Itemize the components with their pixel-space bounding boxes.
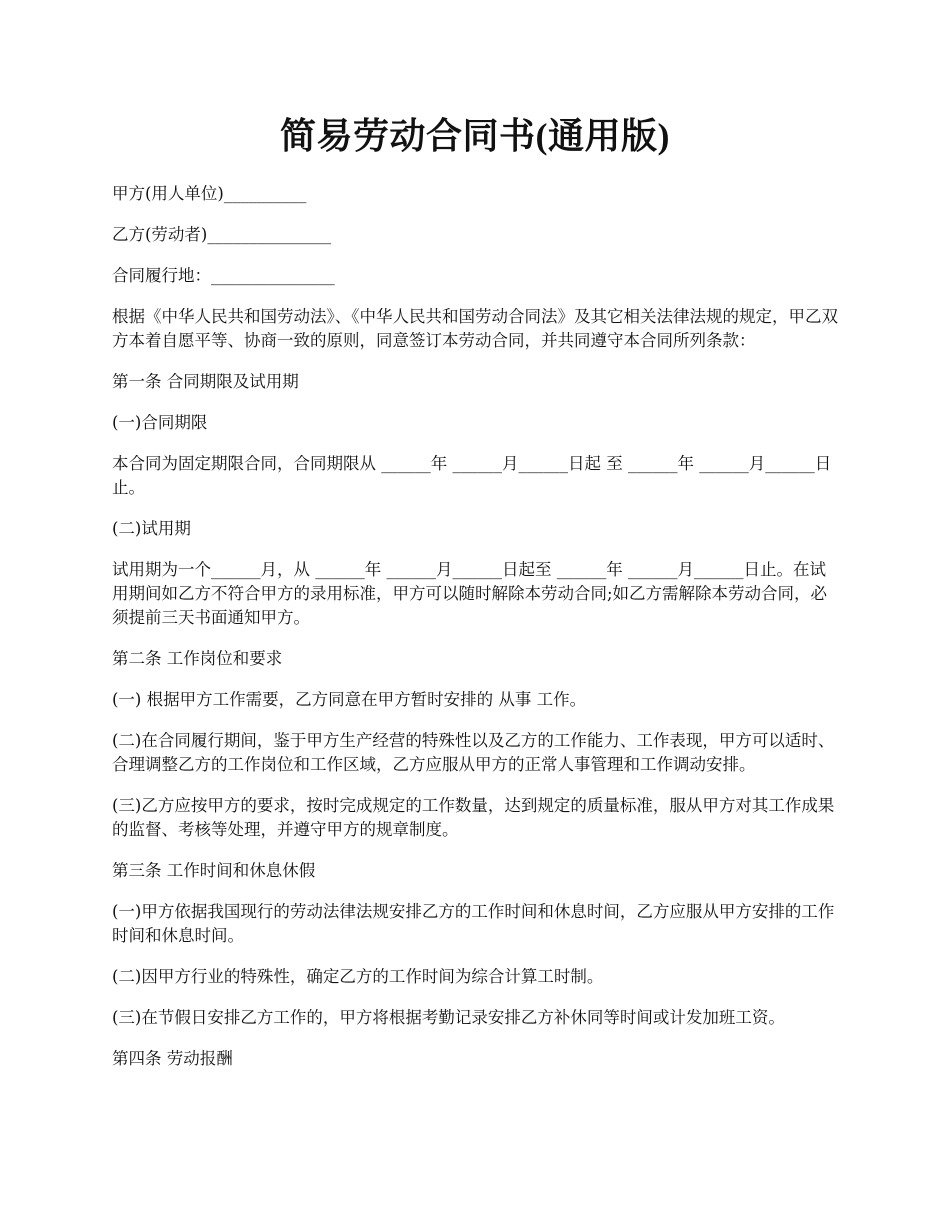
document-title: 简易劳动合同书(通用版) — [280, 116, 670, 156]
paragraph: 本合同为固定期限合同，合同期限从 ______年 ______月______日起 至 ______年 ______月______日止。 — [112, 454, 832, 497]
party-b-line: 乙方(劳动者)_______________ — [112, 225, 332, 244]
paragraph: (二)因甲方行业的特殊性，确定乙方的工作时间为综合计算工时制。 — [112, 967, 604, 986]
document-body — [112, 182, 840, 1088]
article-1-heading: 第一条 合同期限及试用期 — [112, 372, 299, 391]
contract-location-line: 合同履行地：_______________ — [112, 266, 335, 285]
paragraph: 试用期为一个______月，从 ______年 ______月______日起至 ______年 ______月______日止。在试用期间如乙方不符合甲方的录用标准，甲方可以随时解除本劳动合同;如乙方需解除本劳动合同，必须提前三天书面通知甲方。 — [112, 560, 828, 627]
paragraph: (三)乙方应按甲方的要求，按时完成规定的工作数量，达到规定的质量标准，服从甲方对其工作成果的监督、考核等处理，并遵守甲方的规章制度。 — [112, 796, 835, 839]
article-4-heading: 第四条 劳动报酬 — [112, 1049, 233, 1068]
section-heading: (二)试用期 — [112, 519, 191, 538]
article-2-heading: 第二条 工作岗位和要求 — [112, 649, 283, 668]
paragraph: (一) 根据甲方工作需要，乙方同意在甲方暂时安排的 从事 工作。 — [112, 690, 587, 709]
party-a-line: 甲方(用人单位)__________ — [112, 184, 307, 203]
paragraph: (一)甲方依据我国现行的劳动法律法规安排乙方的工作时间和休息时间，乙方应服从甲方安排的工作时间和休息时间。 — [112, 902, 835, 945]
paragraph: (二)在合同履行期间，鉴于甲方生产经营的特殊性以及乙方的工作能力、工作表现，甲方可以适时、合理调整乙方的工作岗位和工作区域，乙方应服从甲方的正常人事管理和工作调动安排。 — [112, 731, 835, 774]
article-3-heading: 第三条 工作时间和休息休假 — [112, 861, 316, 880]
paragraph: (三)在节假日安排乙方工作的，甲方将根据考勤记录安排乙方补休同等时间或计发加班工资。 — [112, 1008, 785, 1027]
section-heading: (一)合同期限 — [112, 413, 208, 432]
preamble-paragraph: 根据《中华人民共和国劳动法》、《中华人民共和国劳动合同法》及其它相关法律法规的规定，甲乙双方本着自愿平等、协商一致的原则，同意签订本劳动合同，并共同遵守本合同所列条款： — [112, 307, 838, 350]
